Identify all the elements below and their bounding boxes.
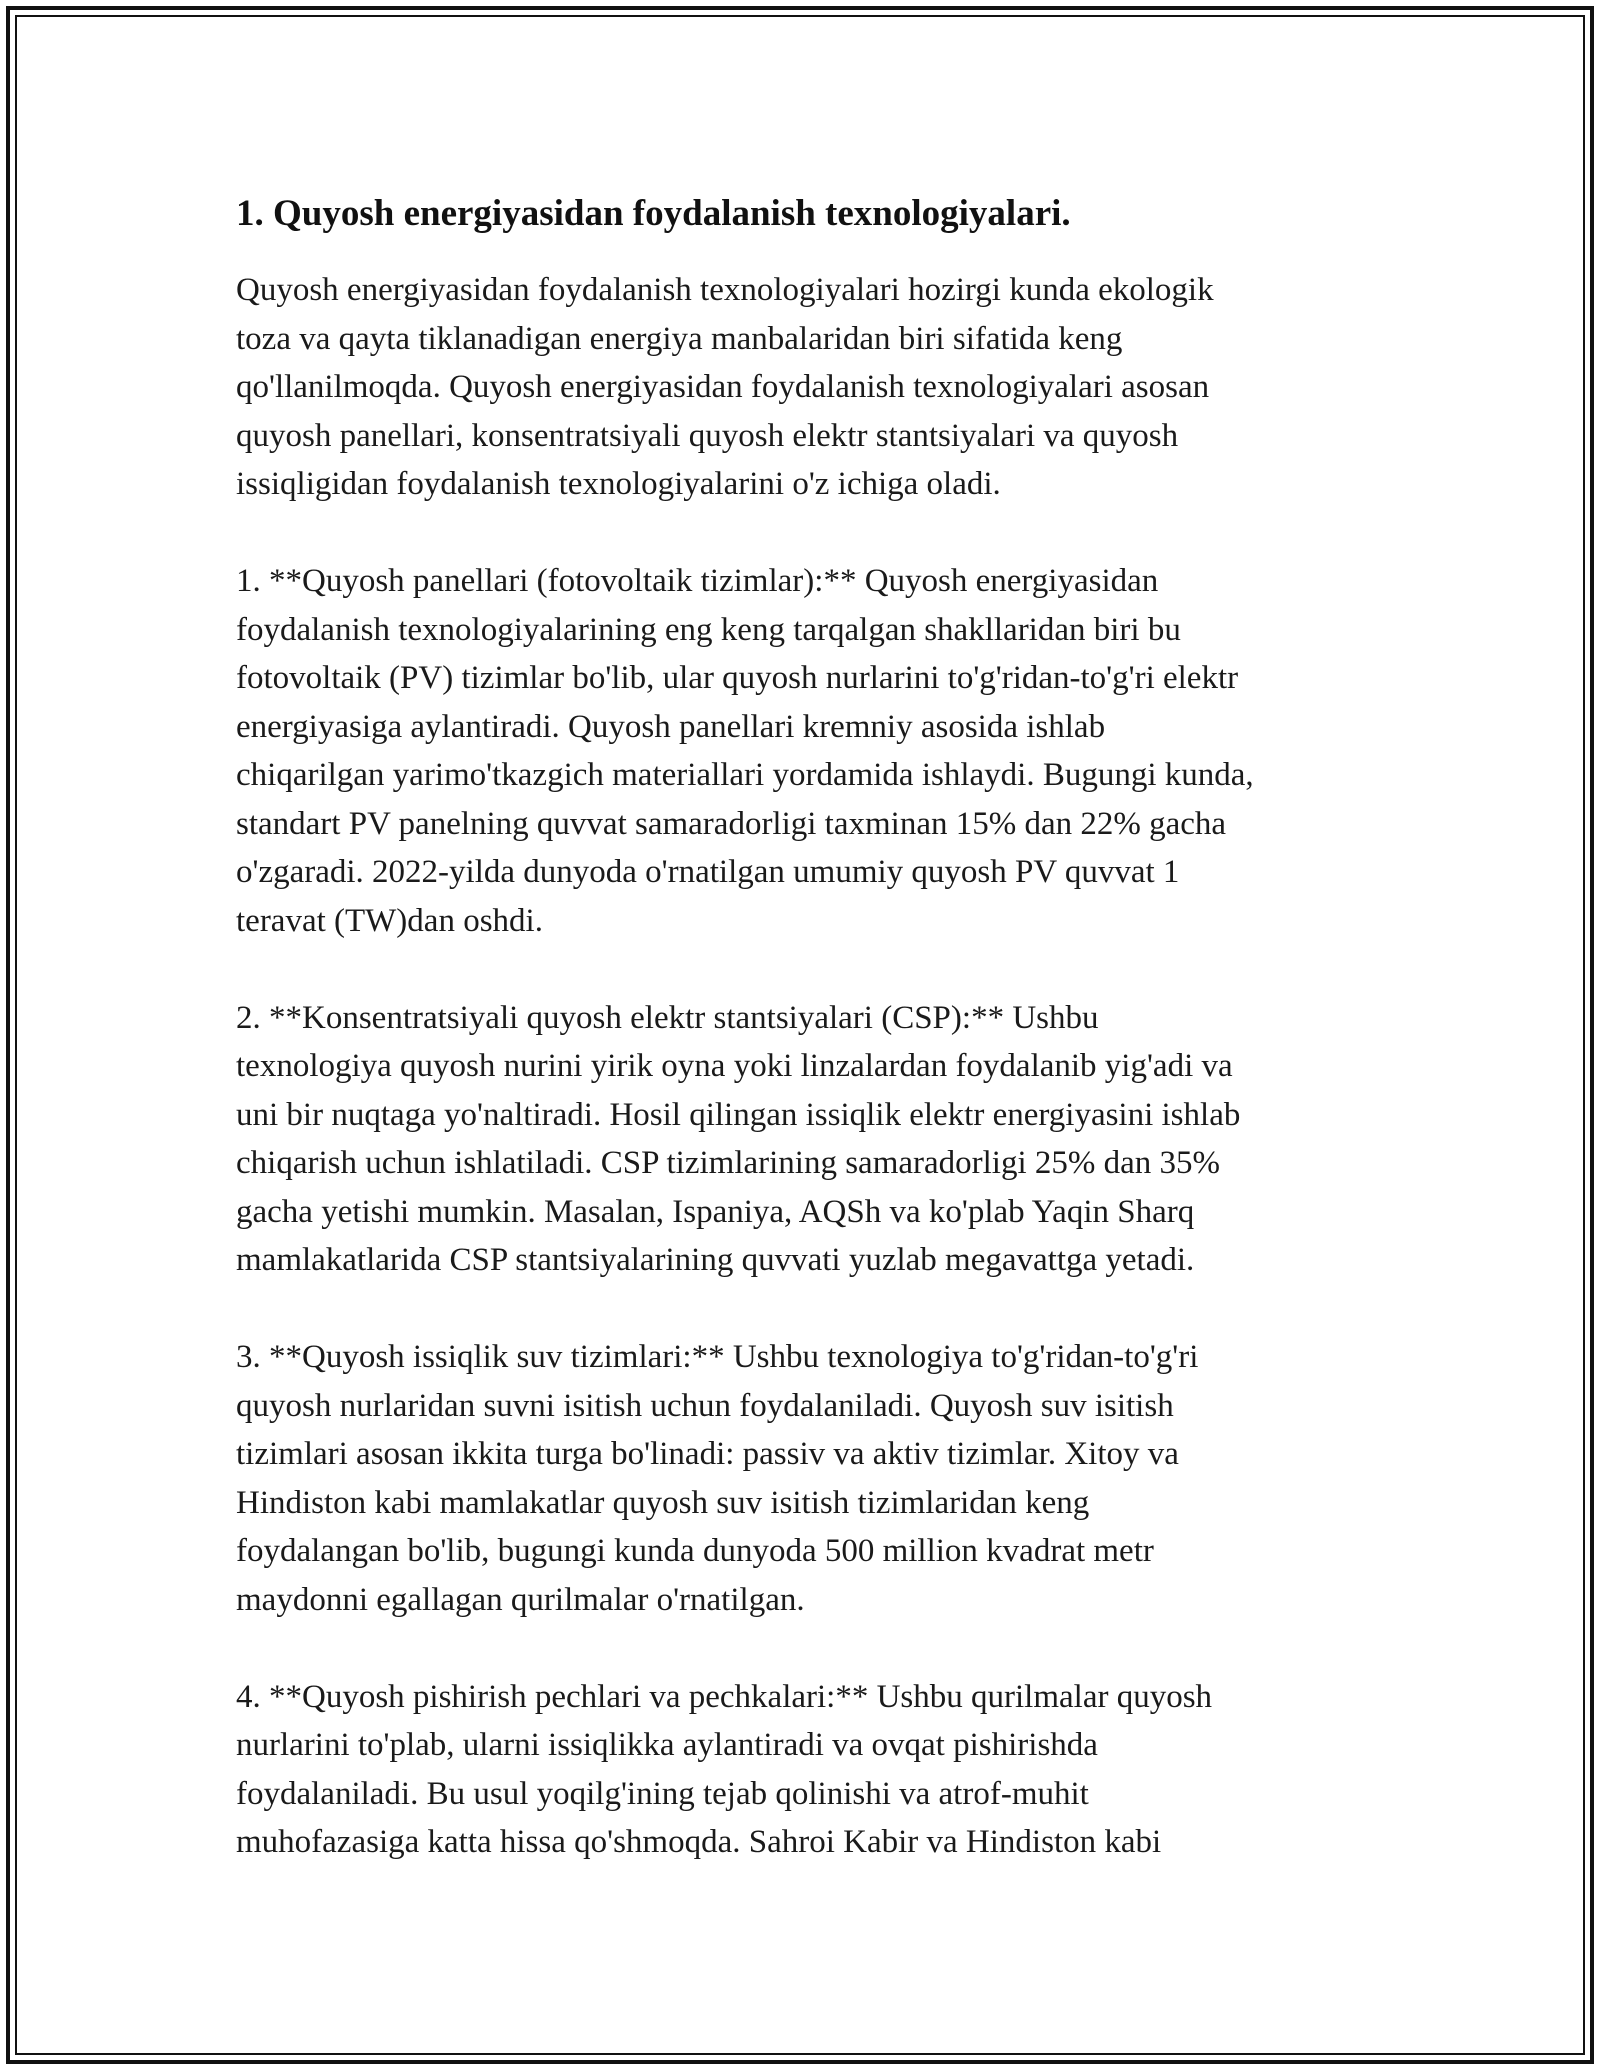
text-line: energiyasiga aylantiradi. Quyosh panellari kremniy asosida ishlab (236, 708, 1106, 745)
paragraph-solar-water-heating (236, 1333, 1376, 1624)
text-line: chiqarish uchun ishlatiladi. CSP tizimlarining samaradorligi 25% dan 35% (236, 1145, 1221, 1181)
text-line: 2. **Konsentratsiyali quyosh elektr stantsiyalari (CSP):** Ushbu (236, 999, 1099, 1036)
text-line: foydalanish texnologiyalarining eng keng tarqalgan shakllaridan biri bu (236, 611, 1181, 648)
text-line: Quyosh energiyasidan foydalanish texnologiyalari hozirgi kunda ekologik (236, 272, 1214, 308)
text-line: maydonni egallagan qurilmalar o'rnatilgan. (236, 1581, 805, 1618)
text-line: muhofazasiga katta hissa qo'shmoqda. Sahroi Kabir va Hindiston kabi (236, 1824, 1162, 1860)
text-line: nurlarini to'plab, ularni issiqlikka aylantiradi va ovqat pishirishda (236, 1727, 1098, 1763)
document-body (236, 188, 1376, 1867)
document-heading: 1. Quyosh energiyasidan foydalanish texnologiyalari. (236, 193, 1071, 234)
text-line: o'zgaradi. 2022-yilda dunyoda o'rnatilgan umumiy quyosh PV quvvat 1 (236, 854, 1180, 890)
text-line: standart PV panelning quvvat samaradorligi taxminan 15% dan 22% gacha (236, 805, 1227, 842)
text-line: quyosh panellari, konsentratsiyali quyosh elektr stantsiyalari va quyosh (236, 417, 1179, 454)
text-line: foydalangan bo'lib, bugungi kunda dunyoda 500 million kvadrat metr (236, 1533, 1154, 1569)
text-line: 1. **Quyosh panellari (fotovoltaik tizimlar):** Quyosh energiyasidan (236, 563, 1159, 599)
text-line: gacha yetishi mumkin. Masalan, Ispaniya, AQSh va ko'plab Yaqin Sharq (236, 1193, 1195, 1230)
text-line: teravat (TW)dan oshdi. (236, 902, 543, 939)
text-line: 4. **Quyosh pishirish pechlari va pechkalari:** Ushbu qurilmalar quyosh (236, 1678, 1213, 1715)
text-line: tizimlari asosan ikkita turga bo'linadi: passiv va aktiv tizimlar. Xitoy va (236, 1436, 1179, 1472)
text-line: fotovoltaik (PV) tizimlar bo'lib, ular quyosh nurlarini to'g'ridan-to'g'ri elektr (236, 660, 1239, 696)
text-line: qo'llanilmoqda. Quyosh energiyasidan foydalanish texnologiyalari asosan (236, 369, 1210, 405)
paragraph-solar-panels (236, 557, 1376, 945)
text-line: quyosh nurlaridan suvni isitish uchun foydalaniladi. Quyosh suv isitish (236, 1387, 1174, 1424)
text-line: issiqligidan foydalanish texnologiyalarini o'z ichiga oladi. (236, 466, 1001, 502)
text-line: Hindiston kabi mamlakatlar quyosh suv isitish tizimlaridan keng (236, 1484, 1090, 1521)
intro-paragraph (236, 266, 1376, 509)
text-line: mamlakatlarida CSP stantsiyalarining quvvati yuzlab megavattga yetadi. (236, 1242, 1195, 1278)
text-line: chiqarilgan yarimo'tkazgich materiallari yordamida ishlaydi. Bugungi kunda, (236, 757, 1254, 793)
text-line: foydalaniladi. Bu usul yoqilg'ining tejab qolinishi va atrof-muhit (236, 1775, 1089, 1812)
text-line: texnologiya quyosh nurini yirik oyna yoki linzalardan foydalanib yig'adi va (236, 1048, 1233, 1084)
text-line: uni bir nuqtaga yo'naltiradi. Hosil qilingan issiqlik elektr energiyasini ishlab (236, 1096, 1241, 1133)
paragraph-csp (236, 994, 1376, 1285)
text-line: toza va qayta tiklanadigan energiya manbalaridan biri sifatida keng (236, 320, 1123, 357)
paragraph-solar-cookers (236, 1673, 1376, 1867)
text-line: 3. **Quyosh issiqlik suv tizimlari:** Ushbu texnologiya to'g'ridan-to'g'ri (236, 1339, 1199, 1375)
